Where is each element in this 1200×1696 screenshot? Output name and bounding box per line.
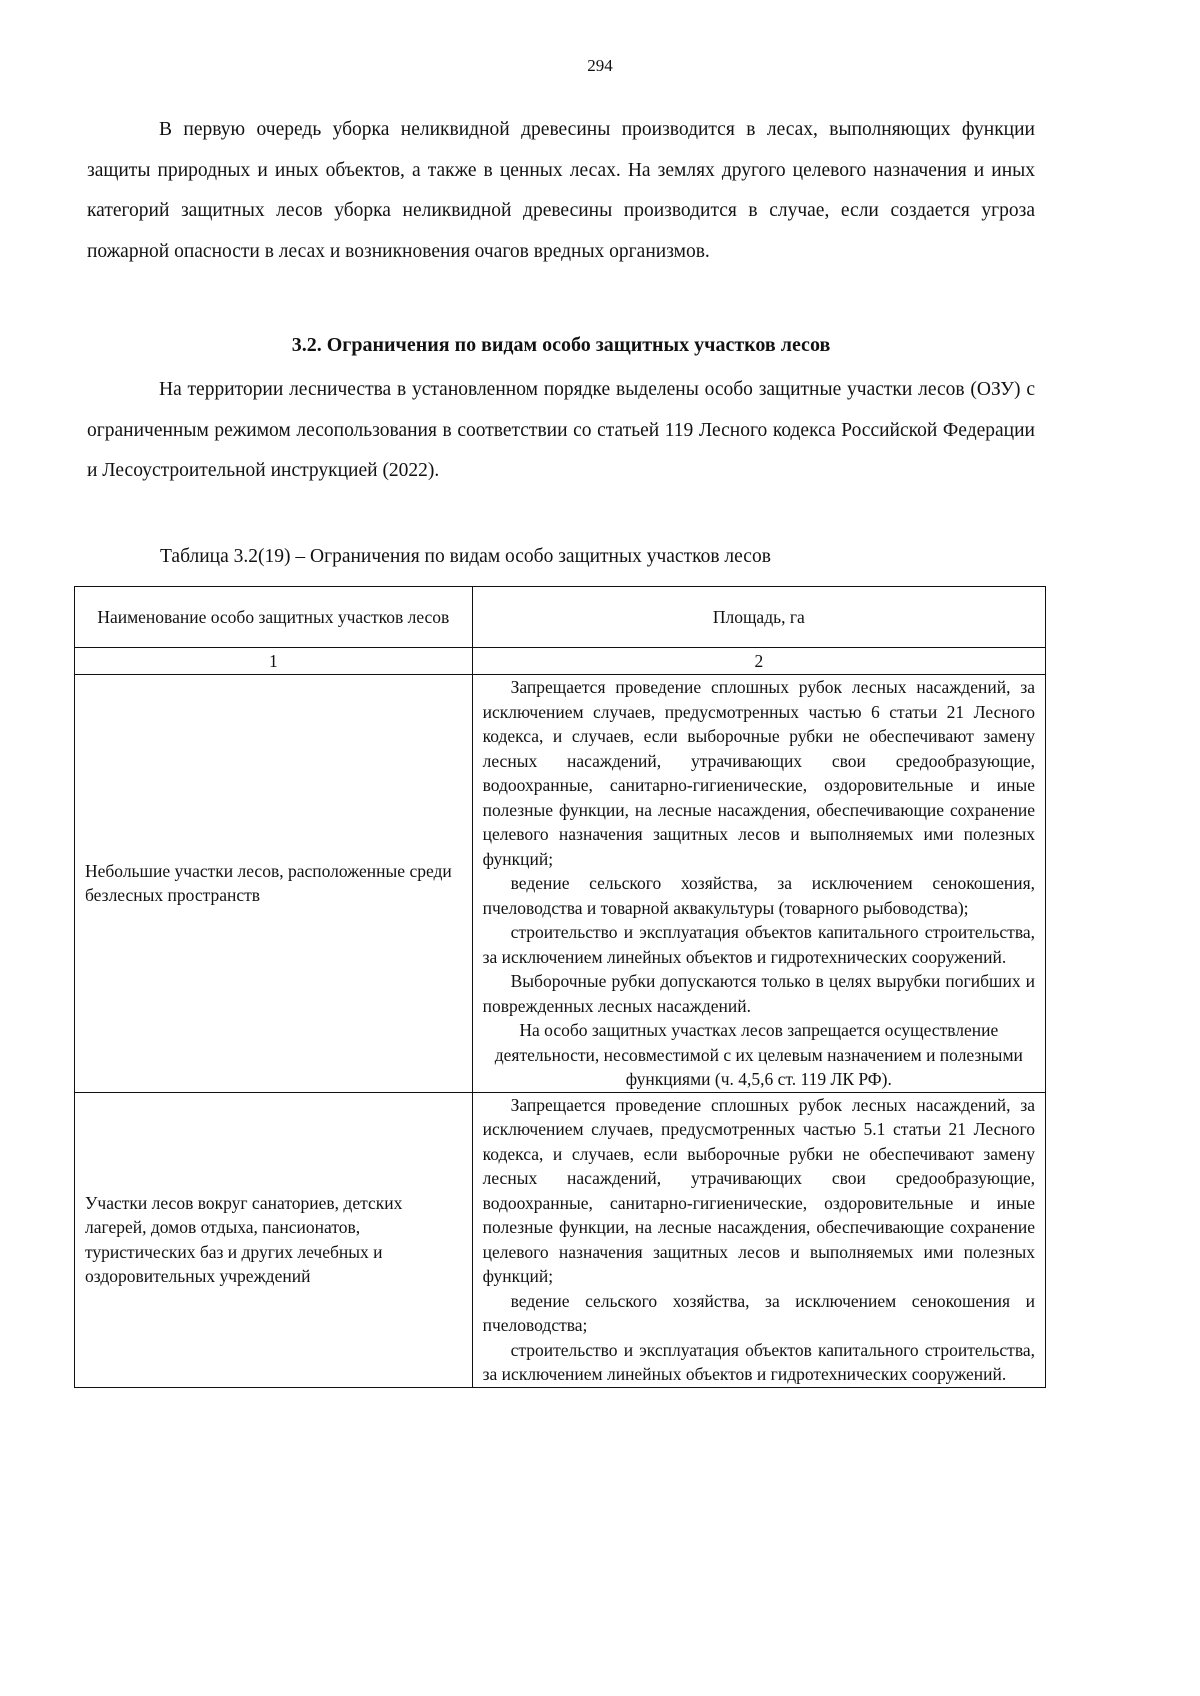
ozu-restrictions-table [74, 586, 1046, 1388]
restriction-final-note: На особо защитных участках лесов запрещается осуществление деятельности, несовместимой с их целевым назначением и полезными функциями (ч. 4,5,6 ст. 119 ЛК РФ). [494, 1020, 1023, 1089]
restrictions-cell [472, 1092, 1045, 1387]
restriction-text: ведение сельского хозяйства, за исключением сенокошения и пчеловодства; [482, 1290, 1035, 1335]
column-number-2: 2 [472, 648, 1045, 675]
table-row [75, 675, 1046, 1093]
table-caption: Таблица 3.2(19) – Ограничения по видам особо защитных участков лесов [160, 546, 771, 567]
restrictions-cell [472, 675, 1045, 1093]
header-ozu-name: Наименование особо защитных участков лесов [75, 587, 473, 648]
restriction-text: Выборочные рубки допускаются только в целях вырубки погибших и поврежденных лесных насаждений. [482, 971, 1035, 1016]
restriction-text: Запрещается проведение сплошных рубок лесных насаждений, за исключением случаев, предусмотренных частью 6 статьи 21 Лесного кодекса, и случаев, если выборочные рубки не обеспечивают замену лесных насаждений, утрачивающих свои средообразующие, водоохранные, санитарно-гигиенические, оздоровительные и иные полезные функции, на лесные насаждения, обеспечивающие сохранение целевого назначения защитных лесов и выполняемых ими полезных функций; [482, 677, 1035, 869]
restriction-text: Запрещается проведение сплошных рубок лесных насаждений, за исключением случаев, предусмотренных частью 5.1 статьи 21 Лесного кодекса, и случаев, если выборочные рубки не обеспечивают замену лесных насаждений, утрачивающих свои средообразующие, водоохранные, санитарно-гигиенические, оздоровительные и иные полезные функции, на лесные насаждения, обеспечивающие сохранение целевого назначения защитных лесов и выполняемых ими полезных функций; [482, 1094, 1035, 1286]
section-heading: 3.2. Ограничения по видам особо защитных участков лесов [291, 334, 831, 356]
ozu-name-cell: Участки лесов вокруг санаториев, детских лагерей, домов отдыха, пансионатов, туристических баз и других лечебных и оздоровительных учреждений [75, 1092, 473, 1387]
section-paragraph: На территории лесничества в установленном порядке выделены особо защитные участки лесов (ОЗУ) с ограниченным режимом лесопользования в соответствии со статьей 119 Лесного кодекса Российской Федерации и Лесоустроительной инструкцией (2022). [87, 379, 1035, 481]
column-number-row [75, 648, 1046, 675]
column-number-1: 1 [75, 648, 473, 675]
intro-paragraph: В первую очередь уборка неликвидной древесины производится в лесах, выполняющих функции защиты природных и иных объектов, а также в ценных лесах. На землях другого целевого назначения и иных категорий защитных лесов уборка неликвидной древесины производится в случае, если создается угроза пожарной опасности в лесах и возникновения очагов вредных организмов. [87, 119, 1035, 262]
restriction-text: строительство и эксплуатация объектов капитального строительства, за исключением линейных объектов и гидротехнических сооружений. [482, 1339, 1035, 1384]
restriction-text: ведение сельского хозяйства, за исключением сенокошения, пчеловодства и товарной аквакультуры (товарного рыбоводства); [482, 873, 1035, 918]
ozu-name-cell: Небольшие участки лесов, расположенные среди безлесных пространств [75, 675, 473, 1093]
table-header-row [75, 587, 1046, 648]
restriction-text: строительство и эксплуатация объектов капитального строительства, за исключением линейных объектов и гидротехнических сооружений. [482, 922, 1035, 967]
page-number: 294 [587, 56, 613, 75]
header-area: Площадь, га [472, 587, 1045, 648]
table-row [75, 1092, 1046, 1387]
